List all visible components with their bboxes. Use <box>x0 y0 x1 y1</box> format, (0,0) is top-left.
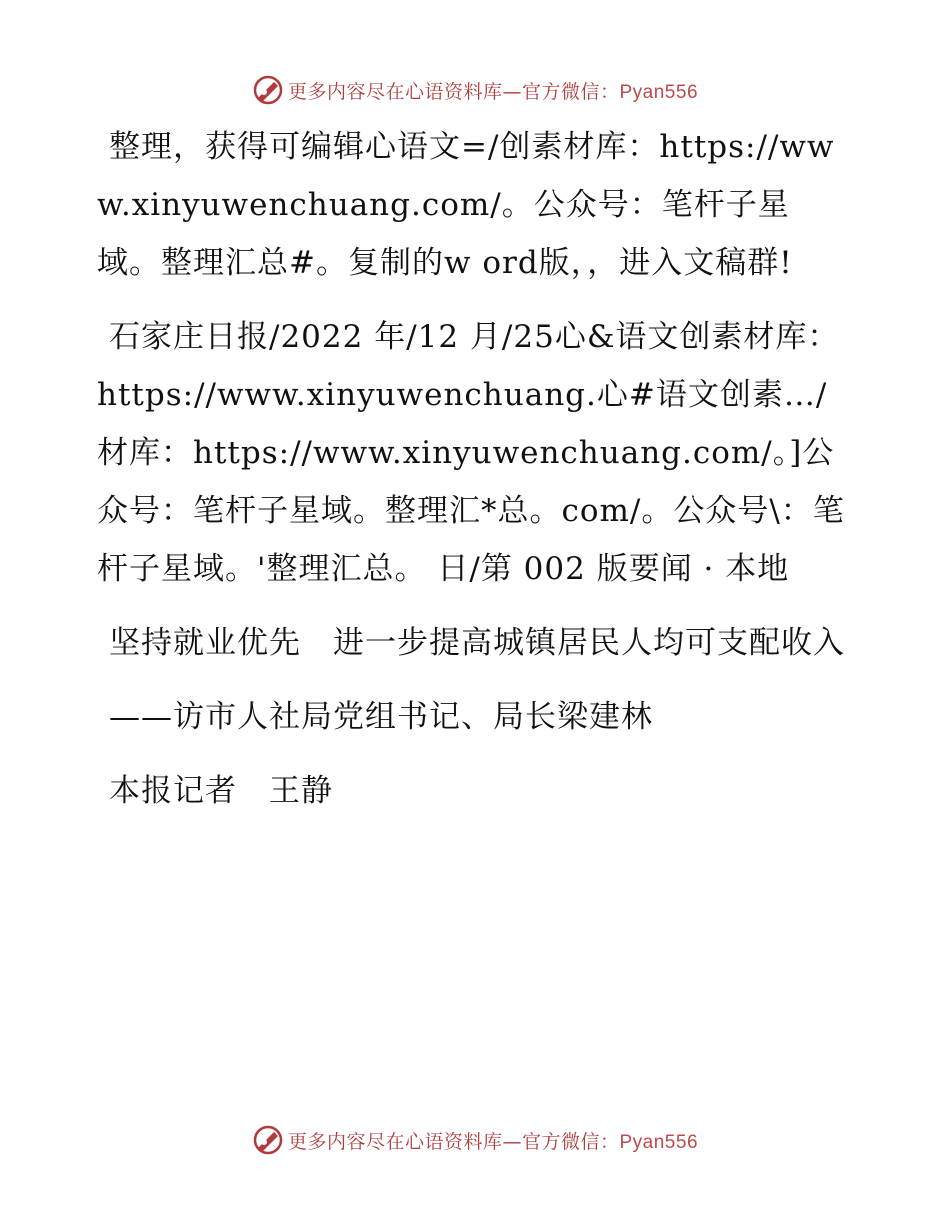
intro-paragraph: 整理，获得可编辑心语文=/创素材库：https://www.xinyuwenchuang.com/。公众号：笔杆子星域。整理汇总#。复制的w ord版，，进入文稿群! <box>97 129 835 281</box>
source-paragraph: 石家庄日报/2022 年/12 月/25心&语文创素材库：https://www.xinyuwenchuang.心#语文创素…/材库：https://www.xinyuwenchuang.com/。]公众号：笔杆子星域。整理汇*总。com/。公众号\：笔杆子星域。'整理汇总。 日/第 002 版要闻 · 本地 <box>97 319 845 587</box>
watermark-text: 更多内容尽在心语资料库—官方微信：Pyan556 <box>287 1130 699 1153</box>
watermark-text: 更多内容尽在心语资料库—官方微信：Pyan556 <box>287 80 699 103</box>
pen-logo-icon <box>252 1124 284 1156</box>
pen-logo-icon <box>252 74 284 106</box>
header-watermark <box>0 70 950 110</box>
document-body <box>97 118 849 836</box>
article-headline: 坚持就业优先 进一步提高城镇居民人均可支配收入 <box>109 625 845 661</box>
footer-watermark <box>0 1120 950 1160</box>
byline: 本报记者 王静 <box>109 773 333 809</box>
article-subtitle: ——访市人社局党组书记、局长梁建林 <box>109 699 653 735</box>
